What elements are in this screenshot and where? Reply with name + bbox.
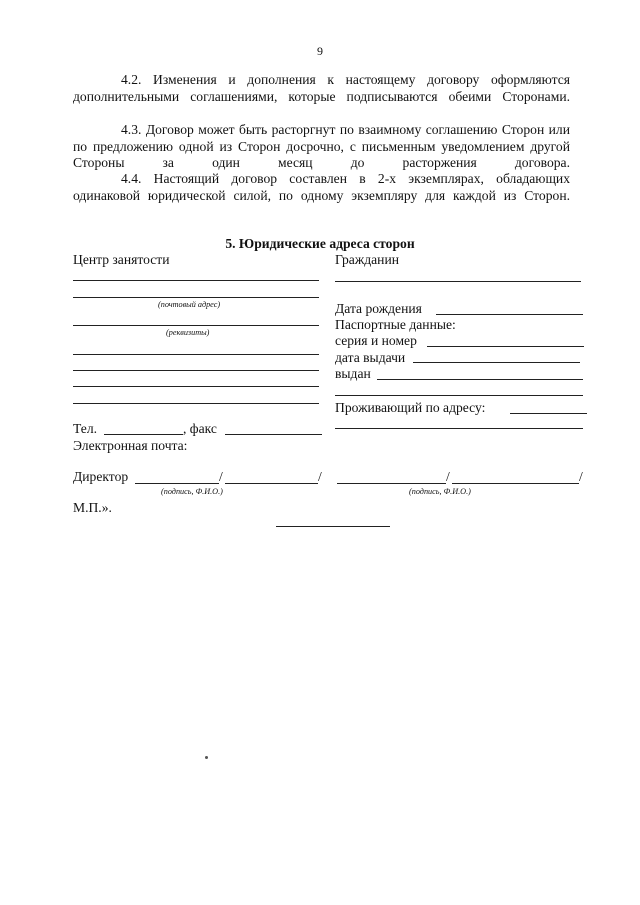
section-heading: 5. Юридические адреса сторон xyxy=(225,236,415,251)
address-line[interactable] xyxy=(73,280,319,281)
birth-date-label: Дата рождения xyxy=(335,301,422,316)
residing-field[interactable] xyxy=(510,413,587,414)
fax-label: , факс xyxy=(183,421,217,436)
citizen-name-line[interactable] xyxy=(335,281,581,282)
fax-field[interactable] xyxy=(225,434,322,435)
address-line[interactable] xyxy=(73,297,319,298)
series-number-label: серия и номер xyxy=(335,333,417,348)
details-line[interactable] xyxy=(73,403,319,404)
residing-line[interactable] xyxy=(335,428,583,429)
stamp-label: М.П.». xyxy=(73,500,112,515)
tel-label: Тел. xyxy=(73,421,98,436)
clause-4-2 xyxy=(73,72,570,122)
details-line[interactable] xyxy=(73,370,319,371)
birth-date-field[interactable] xyxy=(436,314,583,315)
postal-address-caption: (почтовый адрес) xyxy=(158,300,221,309)
clause-text: 4.3. Договор может быть расторгнут по взаимному соглашению Сторон или по предложению одной из Сторон досрочно, с письменным уведомлением другой Стороны за один месяц до расторжения договора. xyxy=(73,122,570,171)
issue-date-field[interactable] xyxy=(413,362,580,363)
clause-text: 4.4. Настоящий договор составлен в 2-х экземплярах, обладающих одинаковой юридической силой, по одному экземпляру для каждой из Сторон. xyxy=(73,171,570,203)
page-number: 9 xyxy=(317,44,323,58)
citizen-title: Гражданин xyxy=(335,252,399,267)
closing-rule xyxy=(276,526,390,527)
citizen-signature-line[interactable] xyxy=(337,483,446,484)
tel-field[interactable] xyxy=(104,434,183,435)
slash: / xyxy=(318,469,322,484)
issued-by-line[interactable] xyxy=(335,395,583,396)
email-label: Электронная почта: xyxy=(73,438,188,453)
issued-by-field[interactable] xyxy=(377,379,583,380)
scan-speck xyxy=(205,756,208,759)
slash: / xyxy=(446,469,450,484)
citizen-name-sign-line[interactable] xyxy=(452,483,579,484)
issue-date-label: дата выдачи xyxy=(335,350,406,365)
employment-center-title: Центр занятости xyxy=(73,252,170,267)
director-signature-line[interactable] xyxy=(135,483,219,484)
slash: / xyxy=(579,469,583,484)
director-label: Директор xyxy=(73,469,129,484)
signature-caption: (подпись, Ф.И.О.) xyxy=(409,487,471,496)
details-line[interactable] xyxy=(73,386,319,387)
director-name-line[interactable] xyxy=(225,483,318,484)
details-caption: (реквизиты) xyxy=(166,328,210,337)
clause-text: 4.2. Изменения и дополнения к настоящему договору оформляются дополнительными соглашениями, которые подписываются обеими Сторонами. xyxy=(73,72,570,104)
details-line[interactable] xyxy=(73,325,319,326)
passport-label: Паспортные данные: xyxy=(335,317,456,332)
signature-caption: (подпись, Ф.И.О.) xyxy=(161,487,223,496)
clause-4-4 xyxy=(73,171,570,221)
details-line[interactable] xyxy=(73,354,319,355)
series-number-field[interactable] xyxy=(427,346,584,347)
residing-label: Проживающий по адресу: xyxy=(335,400,486,415)
slash: / xyxy=(219,469,223,484)
issued-by-label: выдан xyxy=(335,366,371,381)
